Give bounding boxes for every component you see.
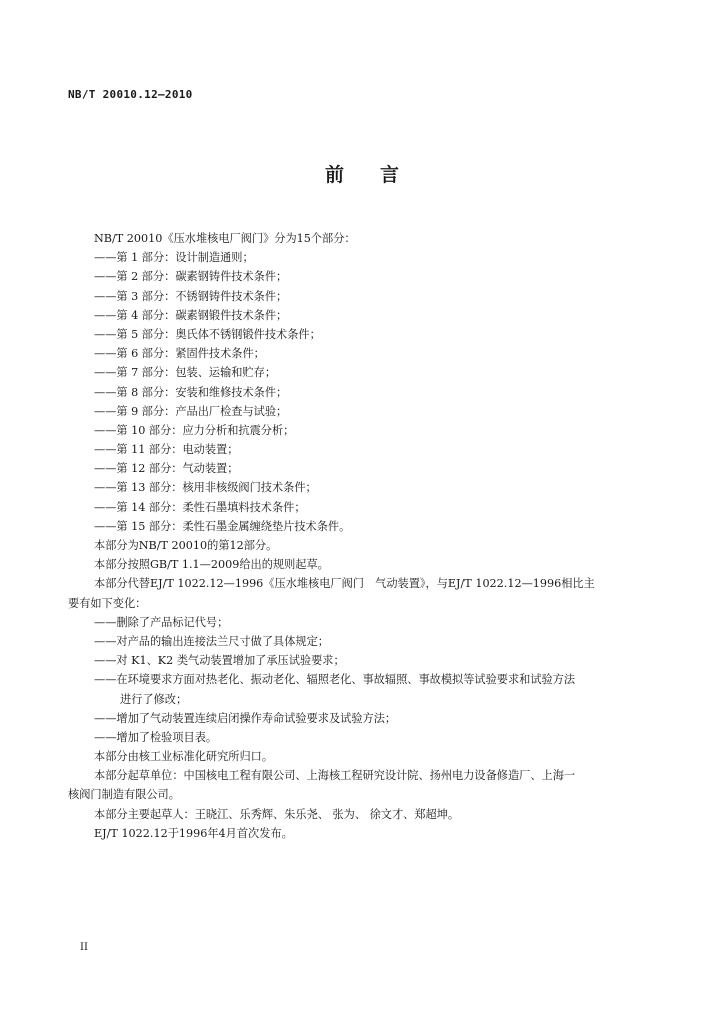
title-char-2: 言 — [380, 164, 400, 186]
part-item: ——第 14 部分：柔性石墨填料技术条件； — [94, 500, 306, 514]
statement-drafting-rules: 本部分按照GB/T 1.1—2009给出的规则起草。 — [94, 558, 329, 572]
page-title — [0, 160, 724, 187]
part-item: ——第 2 部分：碳素钢铸件技术条件； — [94, 270, 288, 284]
change-item: ——对 K1、K2 类气动装置增加了承压试验要求； — [94, 654, 345, 668]
change-item: ——增加了检验项目表。 — [94, 730, 218, 744]
part-item: ——第 11 部分：电动装置； — [94, 443, 239, 457]
part-item: ——第 1 部分：设计制造通则； — [94, 251, 254, 265]
intro-paragraph: NB/T 20010《压水堆核电厂阀门》分为15个部分： — [94, 232, 356, 245]
change-item-cont: 进行了修改； — [120, 692, 188, 706]
part-item: ——第 7 部分：包装、运输和贮存； — [94, 366, 277, 380]
part-item: ——第 6 部分：紧固件技术条件； — [94, 347, 265, 361]
statement-replaces: 本部分代替EJ/T 1022.12—1996《压水堆核电厂阀门 气动装置》，与EJ/T 1022.12—1996相比主 — [94, 577, 595, 591]
statement-drafting-units-cont: 核阀门制造有限公司。 — [68, 788, 180, 802]
change-item: ——对产品的输出连接法兰尺寸做了具体规定； — [94, 634, 329, 648]
standard-code: NB/T 20010.12—2010 — [68, 88, 193, 101]
part-item: ——第 12 部分：气动装置； — [94, 462, 239, 476]
statement-drafters: 本部分主要起草人：王晓江、乐秀辉、朱乐尧、 张为、 徐文才、郑超坤。 — [94, 807, 460, 821]
change-item: ——在环境要求方面对热老化、振动老化、辐照老化、事故辐照、事故模拟等试验要求和试验方法 — [94, 673, 576, 687]
part-item: ——第 8 部分：安装和维修技术条件； — [94, 385, 288, 399]
part-item: ——第 3 部分：不锈钢铸件技术条件； — [94, 289, 288, 303]
statement-first-release: EJ/T 1022.12于1996年4月首次发布。 — [94, 826, 293, 840]
title-char-1: 前 — [324, 164, 344, 186]
statement-part-number: 本部分为NB/T 20010的第12部分。 — [94, 539, 278, 552]
part-item: ——第 15 部分：柔性石墨金属缠绕垫片技术条件。 — [94, 519, 351, 533]
part-item: ——第 9 部分：产品出厂检查与试验； — [94, 404, 288, 418]
change-item: ——删除了产品标记代号； — [94, 615, 229, 629]
foreword-body — [68, 229, 658, 843]
part-item: ——第 4 部分：碳素钢锻件技术条件； — [94, 308, 288, 322]
page-number: II — [80, 942, 88, 953]
statement-responsible: 本部分由核工业标准化研究所归口。 — [94, 750, 274, 764]
statement-replaces-cont: 要有如下变化： — [68, 596, 147, 610]
part-item: ——第 13 部分：核用非核级阀门技术条件； — [94, 481, 317, 495]
statement-drafting-units: 本部分起草单位：中国核电工程有限公司、上海核工程研究设计院、扬州电力设备修造厂、上海一 — [94, 769, 576, 783]
part-item: ——第 10 部分：应力分析和抗震分析； — [94, 423, 295, 437]
part-item: ——第 5 部分：奥氏体不锈钢锻件技术条件； — [94, 327, 321, 341]
change-item: ——增加了气动装置连续启闭操作寿命试验要求及试验方法； — [94, 711, 397, 725]
